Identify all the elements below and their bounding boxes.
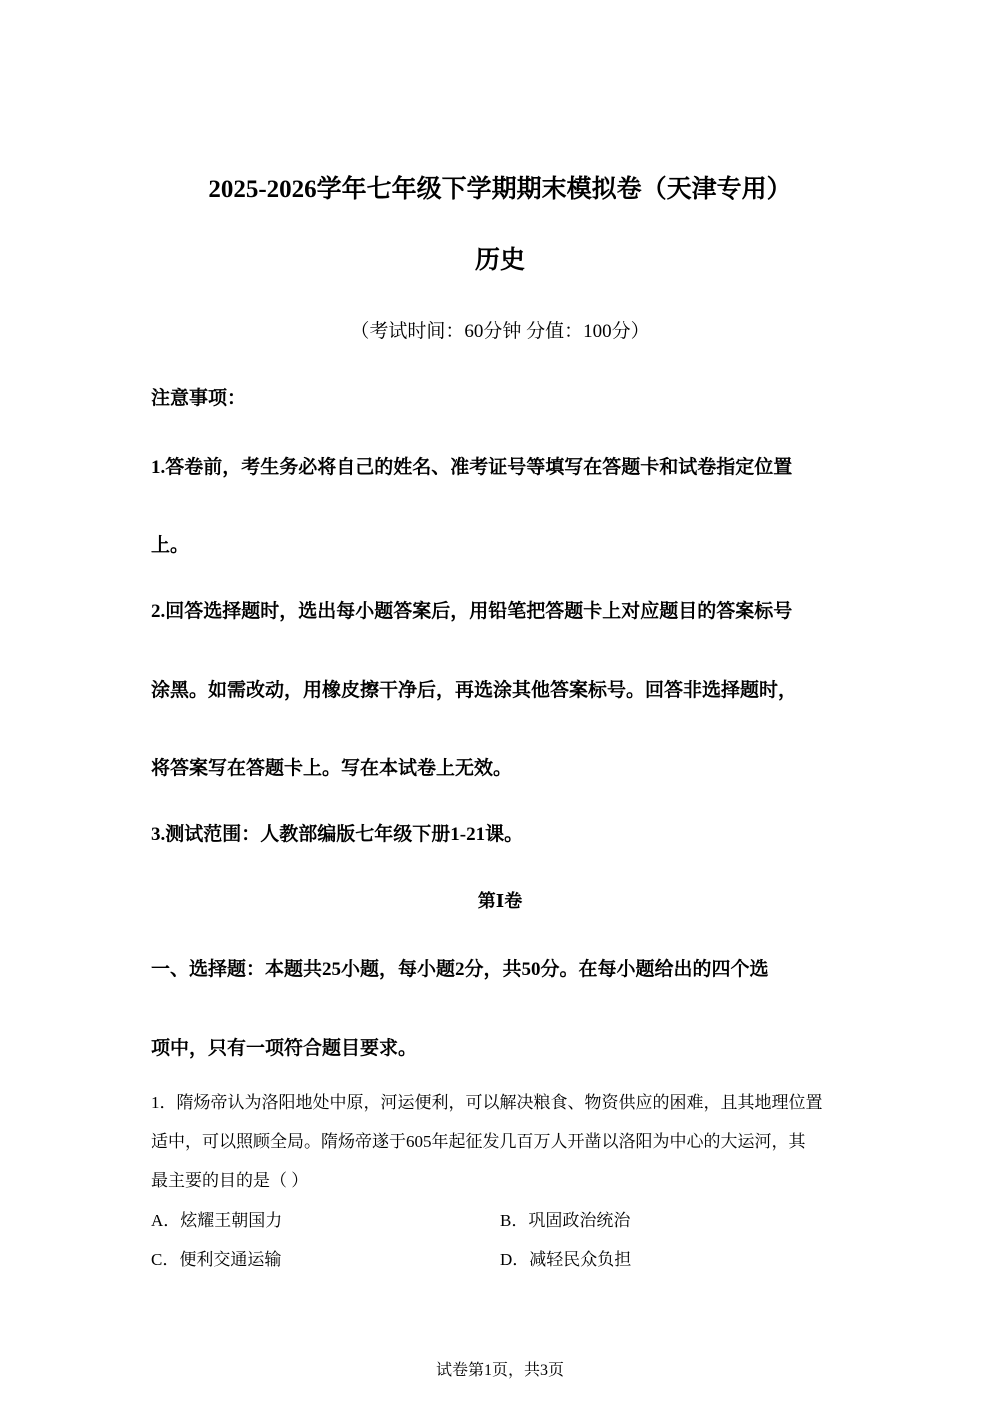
question-1-option-b: B．巩固政治统治 xyxy=(500,1211,631,1230)
notice-3-line1: 3.测试范围：人教部编版七年级下册1-21课。 xyxy=(151,824,524,845)
question-1-stem-line2: 适中，可以照顾全局。隋炀帝遂于605年起征发几百万人开凿以洛阳为中心的大运河，其 xyxy=(151,1132,806,1151)
exam-info: （考试时间：60分钟 分值：100分） xyxy=(350,321,650,342)
section-heading-line1: 一、选择题：本题共25小题，每小题2分，共50分。在每小题给出的四个选 xyxy=(151,959,769,980)
volume-label: 第Ⅰ卷 xyxy=(477,891,523,911)
question-1-option-c: C．便利交通运输 xyxy=(151,1250,282,1269)
notice-heading: 注意事项： xyxy=(151,388,247,409)
question-1-option-d: D．减轻民众负担 xyxy=(500,1250,632,1269)
question-1-stem-line3: 最主要的目的是（ ） xyxy=(151,1171,309,1190)
notice-2-line1: 2.回答选择题时，选出每小题答案后，用铅笔把答题卡上对应题目的答案标号 xyxy=(151,601,793,622)
subject-title: 历史 xyxy=(474,247,525,274)
notice-1-line2: 上。 xyxy=(151,535,190,556)
exam-title: 2025-2026学年七年级下学期期末模拟卷（天津专用） xyxy=(208,176,792,203)
notice-2-line2: 涂黑。如需改动，用橡皮擦干净后，再选涂其他答案标号。回答非选择题时， xyxy=(151,680,798,701)
question-1-stem-line1: 1．隋炀帝认为洛阳地处中原，河运便利，可以解决粮食、物资供应的困难，且其地理位置 xyxy=(151,1093,823,1112)
notice-2-line3: 将答案写在答题卡上。写在本试卷上无效。 xyxy=(151,758,513,779)
page-footer: 试卷第1页，共3页 xyxy=(435,1362,564,1379)
section-heading-line2: 项中，只有一项符合题目要求。 xyxy=(151,1038,418,1059)
notice-1-line1: 1.答卷前，考生务必将自己的姓名、准考证号等填写在答题卡和试卷指定位置 xyxy=(151,457,793,478)
question-1-option-a: A．炫耀王朝国力 xyxy=(151,1211,283,1230)
